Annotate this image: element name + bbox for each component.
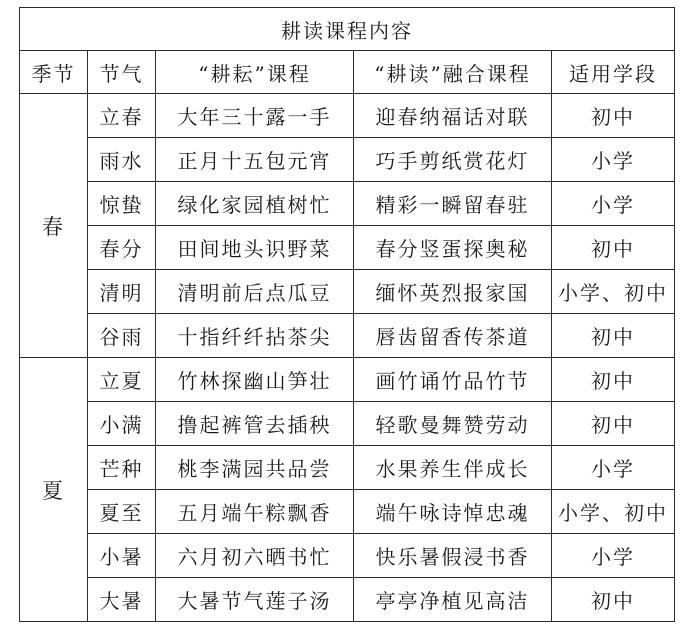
gengyun-course-cell: 竹林探幽山笋壮 (156, 358, 354, 402)
school-level-cell: 小学、初中 (552, 270, 675, 314)
table-row (20, 534, 675, 578)
season-cell: 夏 (20, 358, 88, 622)
gengyun-course-cell: 六月初六晒书忙 (156, 534, 354, 578)
header-school-level: 适用学段 (552, 51, 675, 94)
header-solar-term: 节气 (88, 51, 156, 94)
school-level-cell: 小学 (552, 138, 675, 182)
solar-term-cell: 芒种 (88, 446, 156, 490)
gengyun-course-cell: 清明前后点瓜豆 (156, 270, 354, 314)
header-season: 季节 (20, 51, 88, 94)
solar-term-cell: 清明 (88, 270, 156, 314)
table-row (20, 182, 675, 226)
gengyun-course-cell: 绿化家园植树忙 (156, 182, 354, 226)
solar-term-cell: 立春 (88, 94, 156, 138)
table-row (20, 270, 675, 314)
solar-term-cell: 立夏 (88, 358, 156, 402)
solar-term-cell: 夏至 (88, 490, 156, 534)
gengdu-course-cell: 缅怀英烈报家国 (354, 270, 552, 314)
solar-term-cell: 春分 (88, 226, 156, 270)
table-row (20, 358, 675, 402)
gengdu-course-cell: 春分竖蛋探奥秘 (354, 226, 552, 270)
school-level-cell: 初中 (552, 314, 675, 358)
gengdu-course-cell: 精彩一瞬留春驻 (354, 182, 552, 226)
school-level-cell: 小学 (552, 534, 675, 578)
table-row (20, 402, 675, 446)
gengyun-course-cell: 田间地头识野菜 (156, 226, 354, 270)
table-row (20, 226, 675, 270)
course-table (19, 7, 675, 622)
gengyun-course-cell: 五月端午粽飘香 (156, 490, 354, 534)
table-body (20, 8, 675, 622)
table-row (20, 138, 675, 182)
school-level-cell: 初中 (552, 226, 675, 270)
school-level-cell: 小学 (552, 182, 675, 226)
header-gengdu-course: “耕读”融合课程 (354, 51, 552, 94)
header-gengyun-course: “耕耘”课程 (156, 51, 354, 94)
school-level-cell: 小学、初中 (552, 490, 675, 534)
school-level-cell: 初中 (552, 358, 675, 402)
solar-term-cell: 大暑 (88, 578, 156, 622)
solar-term-cell: 惊蛰 (88, 182, 156, 226)
gengdu-course-cell: 亭亭净植见高洁 (354, 578, 552, 622)
solar-term-cell: 谷雨 (88, 314, 156, 358)
gengyun-course-cell: 大暑节气莲子汤 (156, 578, 354, 622)
gengyun-course-cell: 十指纤纤拈茶尖 (156, 314, 354, 358)
gengyun-course-cell: 正月十五包元宵 (156, 138, 354, 182)
gengdu-course-cell: 画竹诵竹品竹节 (354, 358, 552, 402)
season-cell: 春 (20, 94, 88, 358)
school-level-cell: 初中 (552, 94, 675, 138)
gengdu-course-cell: 唇齿留香传茶道 (354, 314, 552, 358)
title-row (20, 8, 675, 51)
table-title: 耕读课程内容 (20, 8, 675, 51)
gengdu-course-cell: 端午咏诗悼忠魂 (354, 490, 552, 534)
solar-term-cell: 雨水 (88, 138, 156, 182)
gengdu-course-cell: 快乐暑假浸书香 (354, 534, 552, 578)
header-row (20, 51, 675, 94)
school-level-cell: 初中 (552, 402, 675, 446)
gengyun-course-cell: 撸起裤管去插秧 (156, 402, 354, 446)
solar-term-cell: 小暑 (88, 534, 156, 578)
gengdu-course-cell: 轻歌曼舞赞劳动 (354, 402, 552, 446)
table-row (20, 314, 675, 358)
school-level-cell: 小学 (552, 446, 675, 490)
gengdu-course-cell: 巧手剪纸赏花灯 (354, 138, 552, 182)
table-row (20, 490, 675, 534)
table-row (20, 446, 675, 490)
gengdu-course-cell: 水果养生伴成长 (354, 446, 552, 490)
gengyun-course-cell: 大年三十露一手 (156, 94, 354, 138)
table-row (20, 578, 675, 622)
table-row (20, 94, 675, 138)
school-level-cell: 初中 (552, 578, 675, 622)
gengyun-course-cell: 桃李满园共品尝 (156, 446, 354, 490)
gengdu-course-cell: 迎春纳福话对联 (354, 94, 552, 138)
solar-term-cell: 小满 (88, 402, 156, 446)
